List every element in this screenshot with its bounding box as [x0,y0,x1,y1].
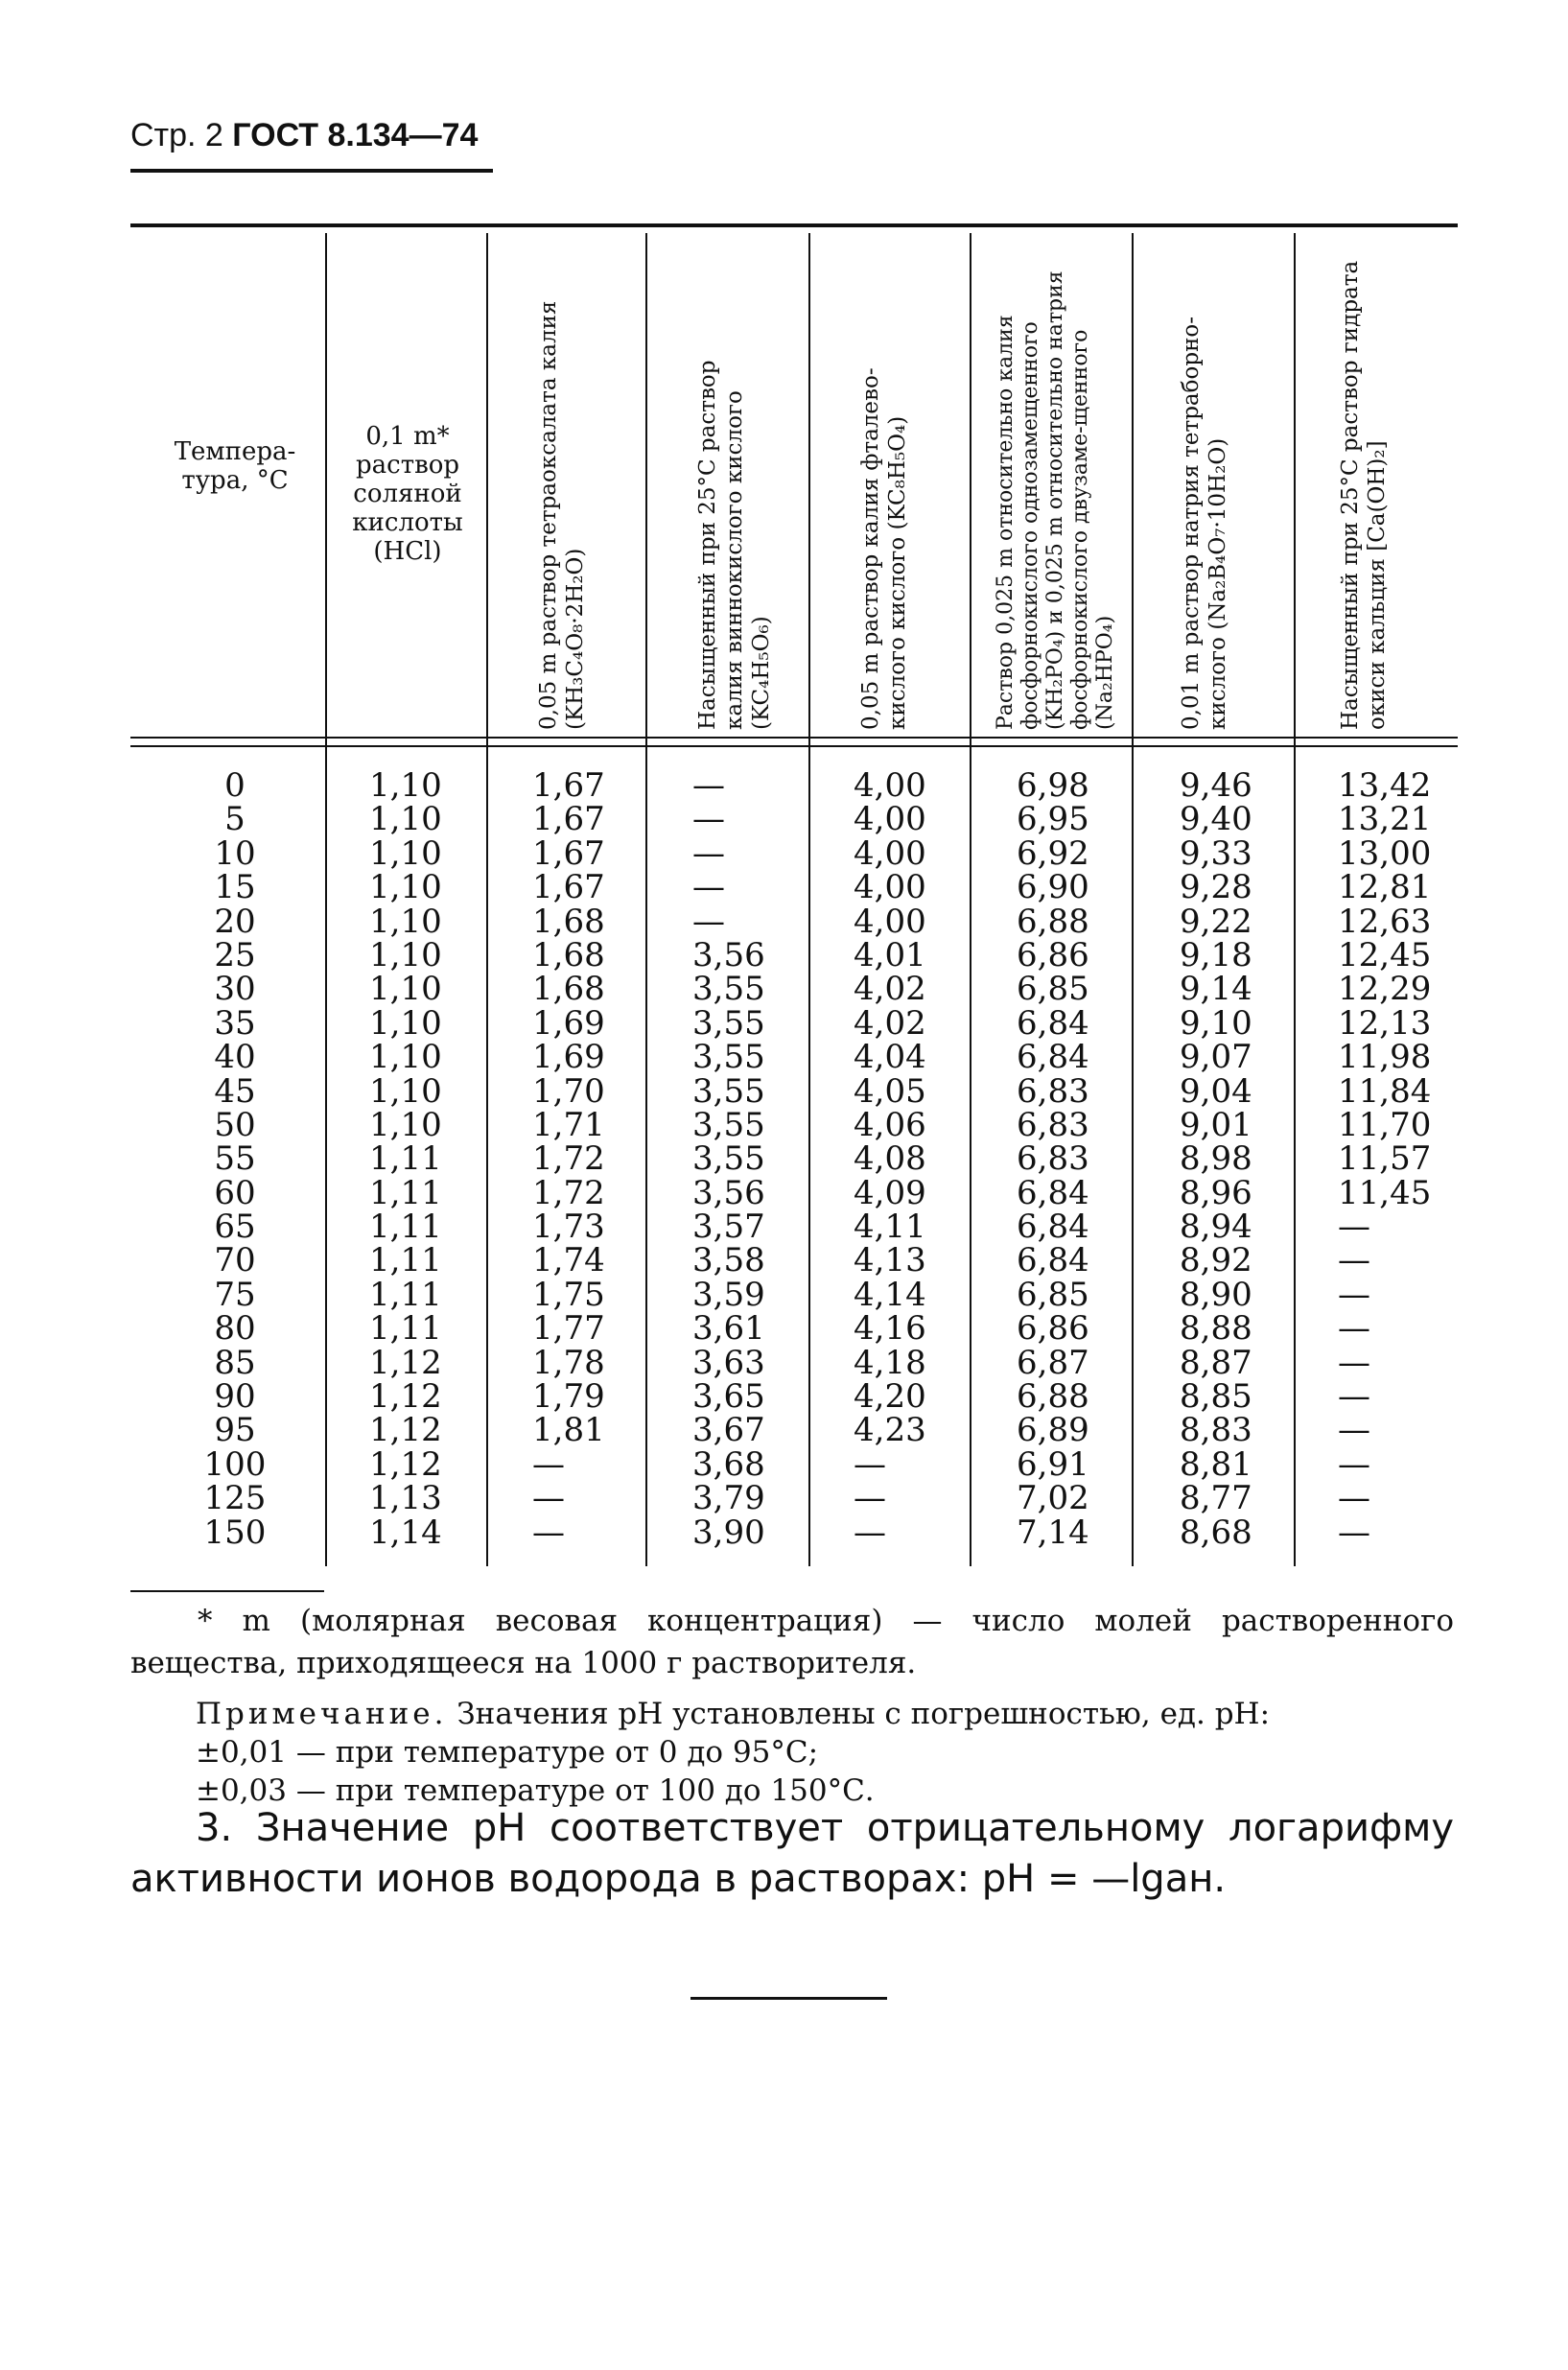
table-cell: 12,63 [1338,902,1432,941]
table-cell: 1,14 [369,1513,442,1552]
table-cell: 6,88 [1017,1377,1089,1417]
table-cell: 6,88 [1017,902,1089,941]
table-cell: 1,69 [532,1003,605,1043]
col-header-hcl: 0,1 m* раствор соляной кислоты (HCl) [352,422,463,566]
table-cell: 8,83 [1180,1411,1252,1450]
paragraph-3-text: 3. Значение pH соответствует отрицательному логарифму активности ионов водорода в растворах: pH = —lgaн. [130,1806,1454,1901]
table-cell: 1,67 [532,800,605,839]
table-cell: 4,00 [854,868,926,907]
table-cell: 6,83 [1017,1139,1089,1179]
table-cell: 1,68 [532,902,605,941]
table-cell: 4,16 [854,1309,926,1349]
table-cell: 1,68 [532,935,605,974]
table-cell: 1,11 [369,1173,442,1212]
column-calcium [1338,766,1448,1552]
col-header-temperature: Темпера-тура, °С [174,437,296,495]
table-cell: 1,11 [369,1309,442,1349]
table-cell: 30 [214,970,256,1009]
table-cell: 0 [224,766,246,805]
table-cell: 1,12 [369,1411,442,1450]
table-cell: 3,56 [692,1173,765,1212]
table-cell: 4,08 [854,1139,926,1179]
table-cell: 4,00 [854,902,926,941]
table-cell: 6,84 [1017,1241,1089,1280]
table-cell: 8,96 [1180,1173,1252,1212]
table-cell: 6,87 [1017,1343,1089,1382]
table-cell: 1,79 [532,1377,605,1417]
table-cell: 7,14 [1017,1513,1089,1552]
table-cell: — [532,1513,565,1552]
table-cell: 15 [214,868,256,907]
table-cell: 1,12 [369,1343,442,1382]
table-cell: 4,23 [854,1411,926,1450]
table-cell: 6,91 [1017,1444,1089,1484]
table-cell: 40 [214,1038,256,1077]
table-cell: 1,72 [532,1139,605,1179]
column-divider [645,233,647,1566]
column-borate [1180,766,1285,1552]
table-cell: 3,55 [692,1038,765,1077]
table-cell: 100 [203,1444,267,1484]
table-cell: 80 [214,1309,256,1349]
table-cell: 11,45 [1338,1173,1432,1212]
col-header-tetraoxalate-text: 0,05 m раствор тетраоксалата калия (KH₃C₄O₈·2H₂O) [536,300,588,730]
col-header-calcium-text: Насыщенный при 25°С раствор гидрата окиси кальция [Ca(OH)₂] [1338,260,1390,730]
column-tartrate [692,766,798,1552]
table-cell: 85 [214,1343,256,1382]
table-cell: 6,85 [1017,970,1089,1009]
column-temperature [182,766,288,1552]
table-cell: 4,04 [854,1038,926,1077]
table-cell: 8,98 [1180,1139,1252,1179]
table-cell: 9,10 [1180,1003,1252,1043]
col-header-phosphate-text: Раствор 0,025 m относительно калия фосфорнокислого однозамещенного (KH₂PO₄) и 0,025 m относительно натрия фосфорнокислого двузаме-щенного (Na₂HPO₄) [994,270,1117,730]
col-header-tetraoxalate [529,233,644,732]
table-cell: 75 [214,1275,256,1314]
table-cell: 1,81 [532,1411,605,1450]
table-cell: 10 [214,833,256,873]
table-cell: 45 [214,1071,256,1111]
table-cell: 4,13 [854,1241,926,1280]
table-cell: 55 [214,1139,256,1179]
table-cell: 8,77 [1180,1479,1252,1518]
table-cell: 1,12 [369,1444,442,1484]
table-cell: 3,58 [692,1241,765,1280]
footnote-rule [130,1590,324,1592]
table-cell: 1,78 [532,1343,605,1382]
table-cell: 1,75 [532,1275,605,1314]
table-cell: 3,55 [692,1071,765,1111]
table-cell: 3,57 [692,1208,765,1247]
table-cell: 9,04 [1180,1071,1252,1111]
table-cell: 4,01 [854,935,926,974]
table-cell: 6,83 [1017,1071,1089,1111]
table-cell: 1,11 [369,1208,442,1247]
table-cell: 6,90 [1017,868,1089,907]
table-cell: 1,70 [532,1071,605,1111]
table-cell: — [692,833,725,873]
table-cell: 3,55 [692,1003,765,1043]
table-cell: — [1338,1343,1370,1382]
table-cell: 6,84 [1017,1173,1089,1212]
table-cell: 3,68 [692,1444,765,1484]
table-cell: 4,11 [854,1208,926,1247]
table-cell: 35 [214,1003,256,1043]
table-cell: 11,84 [1338,1071,1432,1111]
table-cell: — [1338,1377,1370,1417]
table-cell: — [854,1479,886,1518]
table-cell: — [692,800,725,839]
table-cell: 13,21 [1338,800,1432,839]
table-cell: 4,06 [854,1105,926,1144]
table-cell: 9,14 [1180,970,1252,1009]
column-phthalate [854,766,959,1552]
standard-number: ГОСТ 8.134—74 [232,117,479,153]
col-header-tartrate [689,233,804,732]
table-cell: 12,81 [1338,868,1432,907]
table-cell: 1,67 [532,766,605,805]
table-cell: 8,87 [1180,1343,1252,1382]
table-cell: 90 [214,1377,256,1417]
table-cell: 1,11 [369,1139,442,1179]
table-cell: 6,95 [1017,800,1089,839]
table-cell: 3,59 [692,1275,765,1314]
table-cell: 1,10 [369,902,442,941]
table-cell: 9,18 [1180,935,1252,974]
col-header-borate [1172,233,1287,732]
column-hcl [369,766,475,1552]
table-cell: 95 [214,1411,256,1450]
table-cell: 8,68 [1180,1513,1252,1552]
table-cell: — [1338,1275,1370,1314]
table-cell: 7,02 [1017,1479,1089,1518]
column-divider [1294,233,1296,1566]
table-cell: 9,22 [1180,902,1252,941]
table-cell: — [1338,1309,1370,1349]
table-cell: 60 [214,1173,256,1212]
table-cell: 1,73 [532,1208,605,1247]
table-cell: 9,07 [1180,1038,1252,1077]
page-header [130,117,478,154]
table-cell: 3,55 [692,1139,765,1179]
footnote-text: * m (молярная весовая концентрация) — число молей растворенного вещества, приходящееся на 1000 г растворителя. [130,1604,1454,1680]
table-cell: 4,14 [854,1275,926,1314]
note-line-1: ±0,01 — при температуре от 0 до 95°С; [196,1735,819,1770]
table-cell: — [1338,1241,1370,1280]
table-cell: 13,42 [1338,766,1432,805]
column-divider [970,233,971,1566]
table-cell: 12,13 [1338,1003,1432,1043]
table-cell: 1,10 [369,1038,442,1077]
table-cell: 11,70 [1338,1105,1432,1144]
table-cell: 6,92 [1017,833,1089,873]
col-header-phosphate [988,233,1132,732]
table-cell: 1,67 [532,868,605,907]
table-cell: 9,40 [1180,800,1252,839]
table-cell: — [692,868,725,907]
table-cell: 1,72 [532,1173,605,1212]
table-cell: — [692,766,725,805]
table-cell: — [854,1444,886,1484]
table-cell: 150 [203,1513,267,1552]
table-cell: 65 [214,1208,256,1247]
table-cell: 3,79 [692,1479,765,1518]
note-block [196,1695,1452,1810]
table-cell: 6,86 [1017,935,1089,974]
table-cell: 8,85 [1180,1377,1252,1417]
table-cell: — [532,1479,565,1518]
table-cell: 4,02 [854,970,926,1009]
table-cell: 1,10 [369,1003,442,1043]
table-cell: 1,11 [369,1241,442,1280]
table-cell: 1,69 [532,1038,605,1077]
table-cell: 50 [214,1105,256,1144]
table-cell: 125 [203,1479,267,1518]
table-cell: 20 [214,902,256,941]
table-cell: 3,55 [692,970,765,1009]
table-cell: — [1338,1479,1370,1518]
table-cell: 4,00 [854,833,926,873]
table-cell: 1,10 [369,970,442,1009]
table-cell: 12,45 [1338,935,1432,974]
col-header-phthalate-text: 0,05 m раствор калия фталево-кислого кислого (KC₈H₅O₄) [858,367,910,730]
note-text: Значения pH установлены с погрешностью, ед. pH: [456,1697,1271,1731]
table-cell: 5 [224,800,246,839]
table-cell: 3,67 [692,1411,765,1450]
table-cell: 3,61 [692,1309,765,1349]
table-cell: 3,90 [692,1513,765,1552]
table-cell: 6,86 [1017,1309,1089,1349]
table-cell: 8,88 [1180,1309,1252,1349]
col-header-phthalate [852,233,967,732]
table-cell: 1,10 [369,1105,442,1144]
table-cell: 3,63 [692,1343,765,1382]
table-cell: 3,55 [692,1105,765,1144]
table-cell: 1,13 [369,1479,442,1518]
table-cell: — [532,1444,565,1484]
table-cell: 1,10 [369,868,442,907]
table-cell: 12,29 [1338,970,1432,1009]
table-cell: 9,01 [1180,1105,1252,1144]
table-cell: 3,56 [692,935,765,974]
table-cell: 8,81 [1180,1444,1252,1484]
table-cell: — [1338,1444,1370,1484]
table-cell: 4,05 [854,1071,926,1111]
table-cell: 6,85 [1017,1275,1089,1314]
column-divider [325,233,327,1566]
table-cell: 1,12 [369,1377,442,1417]
column-divider [486,233,488,1566]
table-cell: 4,09 [854,1173,926,1212]
table-cell: 6,89 [1017,1411,1089,1450]
header-underline [130,169,493,173]
table-cell: 6,84 [1017,1038,1089,1077]
table-cell: 4,00 [854,800,926,839]
table-cell: 4,00 [854,766,926,805]
table-header-rule [130,737,1458,739]
table-cell: 1,68 [532,970,605,1009]
col-header-calcium [1331,233,1446,732]
table-cell: 1,74 [532,1241,605,1280]
table-cell: 8,90 [1180,1275,1252,1314]
table-cell: 1,67 [532,833,605,873]
table-cell: 13,00 [1338,833,1432,873]
table-cell: 1,10 [369,766,442,805]
table-cell: — [1338,1208,1370,1247]
table-cell: — [1338,1411,1370,1450]
col-header-borate-text: 0,01 m раствор натрия тетраборно-кислого (Na₂B₄O₇·10H₂O) [1179,316,1230,730]
table-cell: 4,18 [854,1343,926,1382]
note-title: Примечание. [196,1697,448,1731]
table-cell: 8,94 [1180,1208,1252,1247]
table-cell: 6,98 [1017,766,1089,805]
table-cell: — [692,902,725,941]
table-cell: 1,10 [369,1071,442,1111]
col-header-tartrate-text: Насыщенный при 25°С раствор калия виннокислого кислого (KC₄H₅O₆) [695,360,774,730]
column-divider [1132,233,1134,1566]
table-cell: 6,84 [1017,1208,1089,1247]
table-cell: 9,46 [1180,766,1252,805]
table-cell: 70 [214,1241,256,1280]
table-cell: 1,10 [369,935,442,974]
table-cell: 11,57 [1338,1139,1432,1179]
note-line-2: ±0,03 — при температуре от 100 до 150°С. [196,1773,875,1808]
table-cell: 6,83 [1017,1105,1089,1144]
table-cell: — [854,1513,886,1552]
table-cell: 8,92 [1180,1241,1252,1280]
table-cell: 9,28 [1180,868,1252,907]
table-cell: 4,02 [854,1003,926,1043]
table-cell: 9,33 [1180,833,1252,873]
table-cell: 25 [214,935,256,974]
column-tetraoxalate [532,766,638,1552]
table-cell: 3,65 [692,1377,765,1417]
page-label: Стр. 2 [130,117,223,153]
table-cell: — [1338,1513,1370,1552]
table-cell: 6,84 [1017,1003,1089,1043]
table-cell: 1,10 [369,833,442,873]
footnote [130,1600,1454,1684]
table-top-rule [130,223,1458,227]
table-cell: 1,71 [532,1105,605,1144]
column-divider [808,233,810,1566]
table-cell: 11,98 [1338,1038,1432,1077]
column-phosphate [1017,766,1122,1552]
table-cell: 1,10 [369,800,442,839]
table-header-rule-double [130,745,1458,747]
table-cell: 1,77 [532,1309,605,1349]
table-cell: 1,11 [369,1275,442,1314]
end-rule [690,1997,887,2000]
table-cell: 4,20 [854,1377,926,1417]
paragraph-3 [130,1803,1454,1905]
